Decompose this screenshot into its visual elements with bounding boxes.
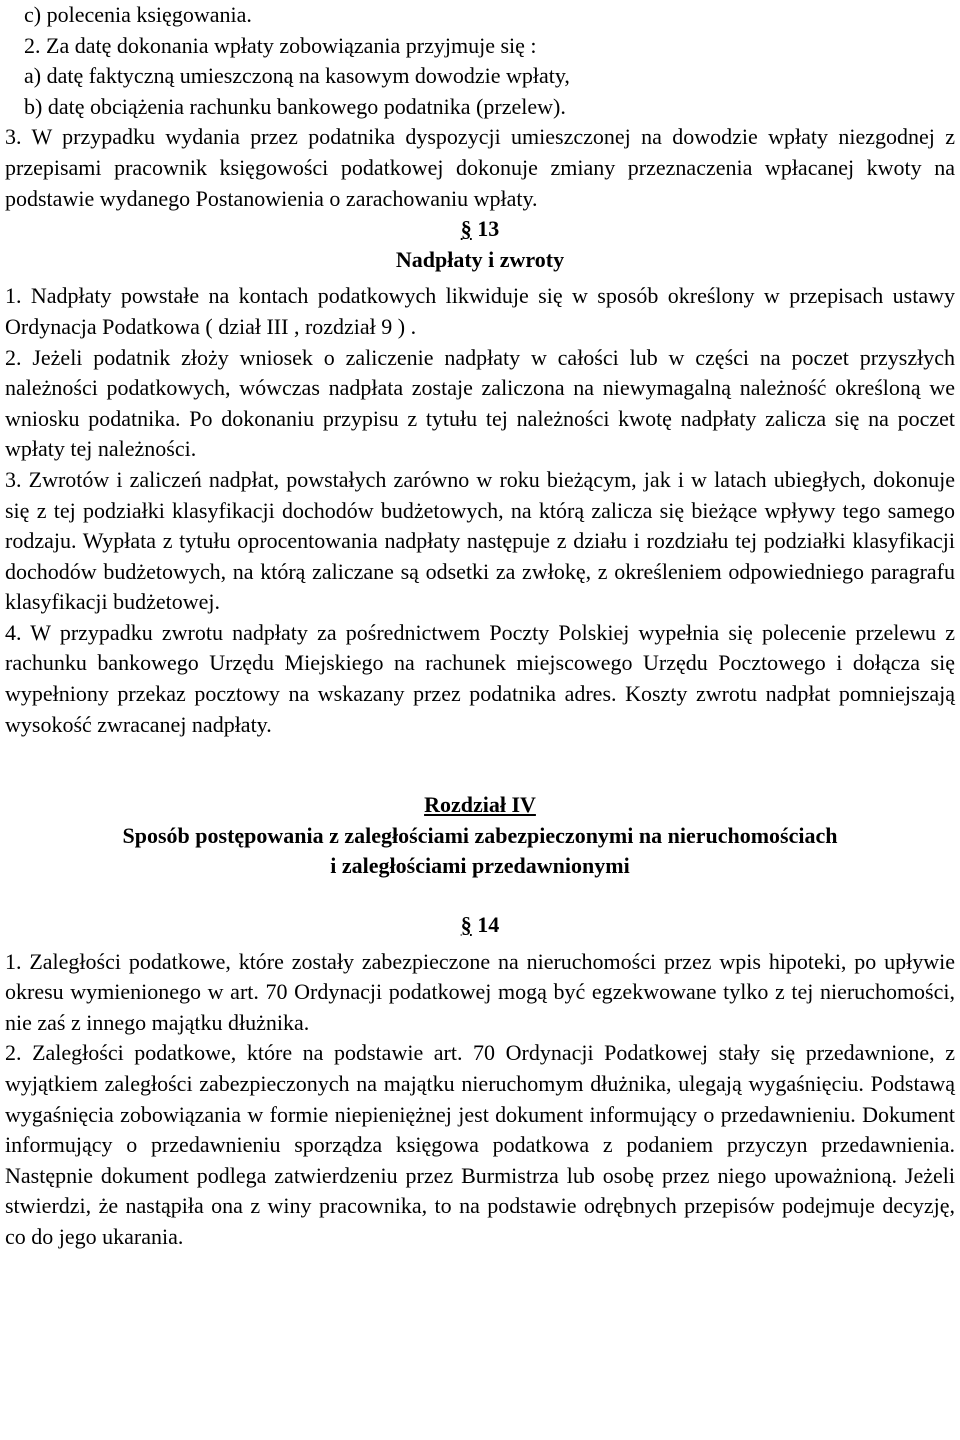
document-page (5, 0, 955, 1253)
item-2a-line: a) datę faktyczną umieszczoną na kasowym dowodzie wpłaty, (24, 63, 570, 89)
chapter-4-title (5, 790, 955, 821)
item-2b-line: b) datę obciążenia rachunku bankowego podatnika (przelew). (24, 93, 566, 119)
chapter-4-subtitle-1: Sposób postępowania z zaległościami zabezpieczonymi na nieruchomościach (122, 822, 838, 848)
item-2-line: 2. Za datę dokonania wpłaty zobowiązania przyjmuje się : (24, 32, 537, 58)
section-14-paragraph-1: 1. Zaległości podatkowe, które zostały zabezpieczone na nieruchomości przez wpis hipoteki, po upływie okresu wymienionego w art. 70 Ordynacji podatkowej mogą być egzekwowane tylko z tej nieruchomości, nie zaś z innego majątku dłużnika. (5, 948, 955, 1035)
section-13-number: 13 (471, 216, 500, 242)
section-sign-13: § (460, 216, 472, 242)
item-3-paragraph: 3. W przypadku wydania przez podatnika dyspozycji umieszczonej na dowodzie wpłaty niezgodnej z przepisami pracownik księgowości podatkowej dokonuje zmiany przeznaczenia wpłacanej kwoty na podstawie wydanego Postanowienia o zarachowaniu wpłaty. (5, 124, 955, 211)
section-13-paragraph-3: 3. Zwrotów i zaliczeń nadpłat, powstałych zarówno w roku bieżącym, jak i w latach ubiegłych, dokonuje się z tej podziałki klasyfikacji dochodów budżetowych, na którą zalicza się bieżące wpływy tego samego rodzaju. Wypłata z tytułu oprocentowania nadpłaty następuje z działu i rozdziału tej podziałki klasyfikacji dochodów budżetowych, na którą zaliczane są odsetki za zwłokę, z określeniem odpowiedniego paragrafu klasyfikacji budżetowej. (5, 466, 955, 615)
chapter-4-title-text: Rozdział IV (424, 792, 536, 818)
section-13-paragraph-2: 2. Jeżeli podatnik złoży wniosek o zaliczenie nadpłaty w całości lub w części na poczet przyszłych należności podatkowych, wówczas nadpłata zostaje zaliczona na niewymagalną należność określoną we wniosku podatnika. Po dokonaniu przypisu z tytułu tej należności kwotę nadpłaty zalicza się na poczet wpłaty tej należności. (5, 344, 955, 462)
section-14-number: 14 (471, 912, 500, 938)
chapter-4-subtitle-2: i zaległościami przedawnionymi (330, 853, 630, 879)
section-14-paragraph-2: 2. Zaległości podatkowe, które na podstawie art. 70 Ordynacji Podatkowej stały się przedawnione, z wyjątkiem zaległości zabezpieczonych na majątku nieruchomym dłużnika, ulegają wygaśnięciu. Podstawą wygaśnięcia zobowiązania w formie niepieniężnej jest dokument informujący o przedawnieniu. Dokument informujący o przedawnieniu sporządza księgowa podatkowa z podaniem przyczyn przedawnienia. Następnie dokument podlega zatwierdzeniu przez Burmistrza lub osobę przez niego upoważnioną. Jeżeli stwierdzi, że nastąpiła ona z winy pracownika, to na podstawie odrębnych przepisów podejmuje decyzję, co do jego ukarania. (5, 1040, 955, 1249)
section-13-paragraph-4: 4. W przypadku zwrotu nadpłaty za pośrednictwem Poczty Polskiej wypełnia się polecenie przelewu z rachunku bankowego Urzędu Miejskiego na rachunek miejscowego Urzędu Pocztowego i dołącza się wypełniony przekaz pocztowy na wskazany przez podatnika adres. Koszty zwrotu nadpłat pomniejszają wysokość zwracanej nadpłaty. (5, 619, 955, 737)
section-13-heading (5, 214, 955, 245)
section-13-title: Nadpłaty i zwroty (395, 246, 565, 272)
section-13-paragraph-1: 1. Nadpłaty powstałe na kontach podatkowych likwiduje się w sposób określony w przepisach ustawy Ordynacja Podatkowa ( dział III , rozdział 9 ) . (5, 283, 955, 339)
item-c-line: c) polecenia księgowania. (24, 2, 252, 27)
section-sign-14: § (460, 912, 472, 938)
section-14-heading (5, 910, 955, 941)
